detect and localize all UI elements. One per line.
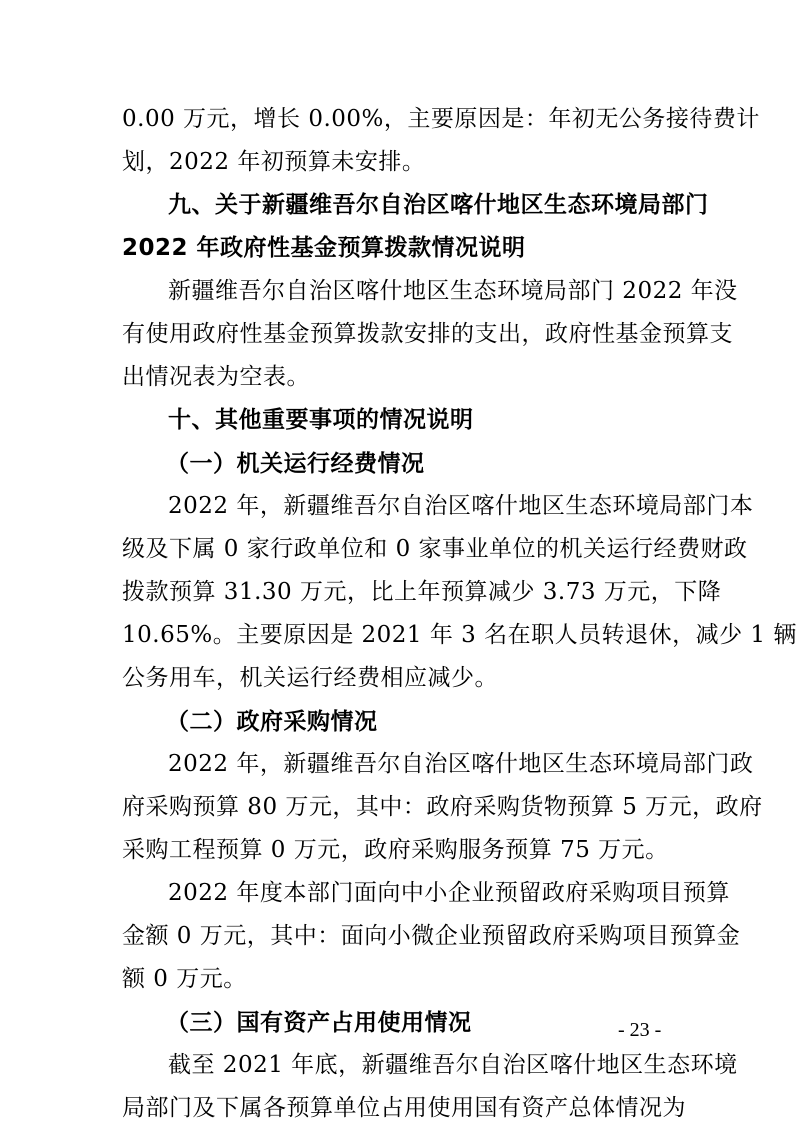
paragraph-line: 出情况表为空表。 [122, 364, 310, 390]
paragraph-line: 府采购预算 80 万元，其中：政府采购货物预算 5 万元，政府 [122, 794, 763, 820]
body-text [122, 98, 797, 1130]
paragraph-line: 公务用车，机关运行经费相应减少。 [122, 665, 498, 691]
paragraph-line: 0.00 万元，增长 0.00%，主要原因是：年初无公务接待费计 [122, 106, 760, 132]
section-heading: 十、其他重要事项的情况说明 [168, 407, 474, 433]
paragraph-line: 划，2022 年初预算未安排。 [122, 149, 426, 175]
paragraph-line: 级及下属 0 家行政单位和 0 家事业单位的机关运行经费财政 [122, 536, 748, 562]
paragraph-line: 额 0 万元。 [122, 966, 247, 992]
subsection-heading: （一）机关运行经费情况 [166, 450, 425, 477]
subsection-heading: （三）国有资产占用使用情况 [166, 1009, 472, 1036]
page-number: - 23 - [618, 1019, 662, 1041]
paragraph-line: 有使用政府性基金预算拨款安排的支出，政府性基金预算支 [122, 321, 733, 347]
paragraph-line: 采购工程预算 0 万元，政府采购服务预算 75 万元。 [122, 837, 669, 863]
subsection-heading: （二）政府采购情况 [166, 708, 378, 735]
paragraph-line: 2022 年，新疆维吾尔自治区喀什地区生态环境局部门本 [168, 493, 754, 519]
paragraph-line: 2022 年，新疆维吾尔自治区喀什地区生态环境局部门政 [168, 751, 754, 777]
section-heading: 2022 年政府性基金预算拨款情况说明 [122, 235, 526, 261]
paragraph-line: 2022 年度本部门面向中小企业预留政府采购项目预算 [168, 880, 730, 906]
paragraph-line: 10.65%。主要原因是 2021 年 3 名在职人员转退休，减少 1 辆 [122, 622, 797, 648]
section-heading: 九、关于新疆维吾尔自治区喀什地区生态环境局部门 [168, 192, 709, 218]
paragraph-line: 截至 2021 年底，新疆维吾尔自治区喀什地区生态环境 [168, 1052, 738, 1078]
paragraph-line: 拨款预算 31.30 万元，比上年预算减少 3.73 万元，下降 [122, 579, 722, 605]
paragraph-line: 局部门及下属各预算单位占用使用国有资产总体情况为 [122, 1095, 686, 1121]
paragraph-line: 金额 0 万元，其中：面向小微企业预留政府采购项目预算金 [122, 923, 741, 949]
paragraph-line: 新疆维吾尔自治区喀什地区生态环境局部门 2022 年没 [168, 278, 738, 304]
